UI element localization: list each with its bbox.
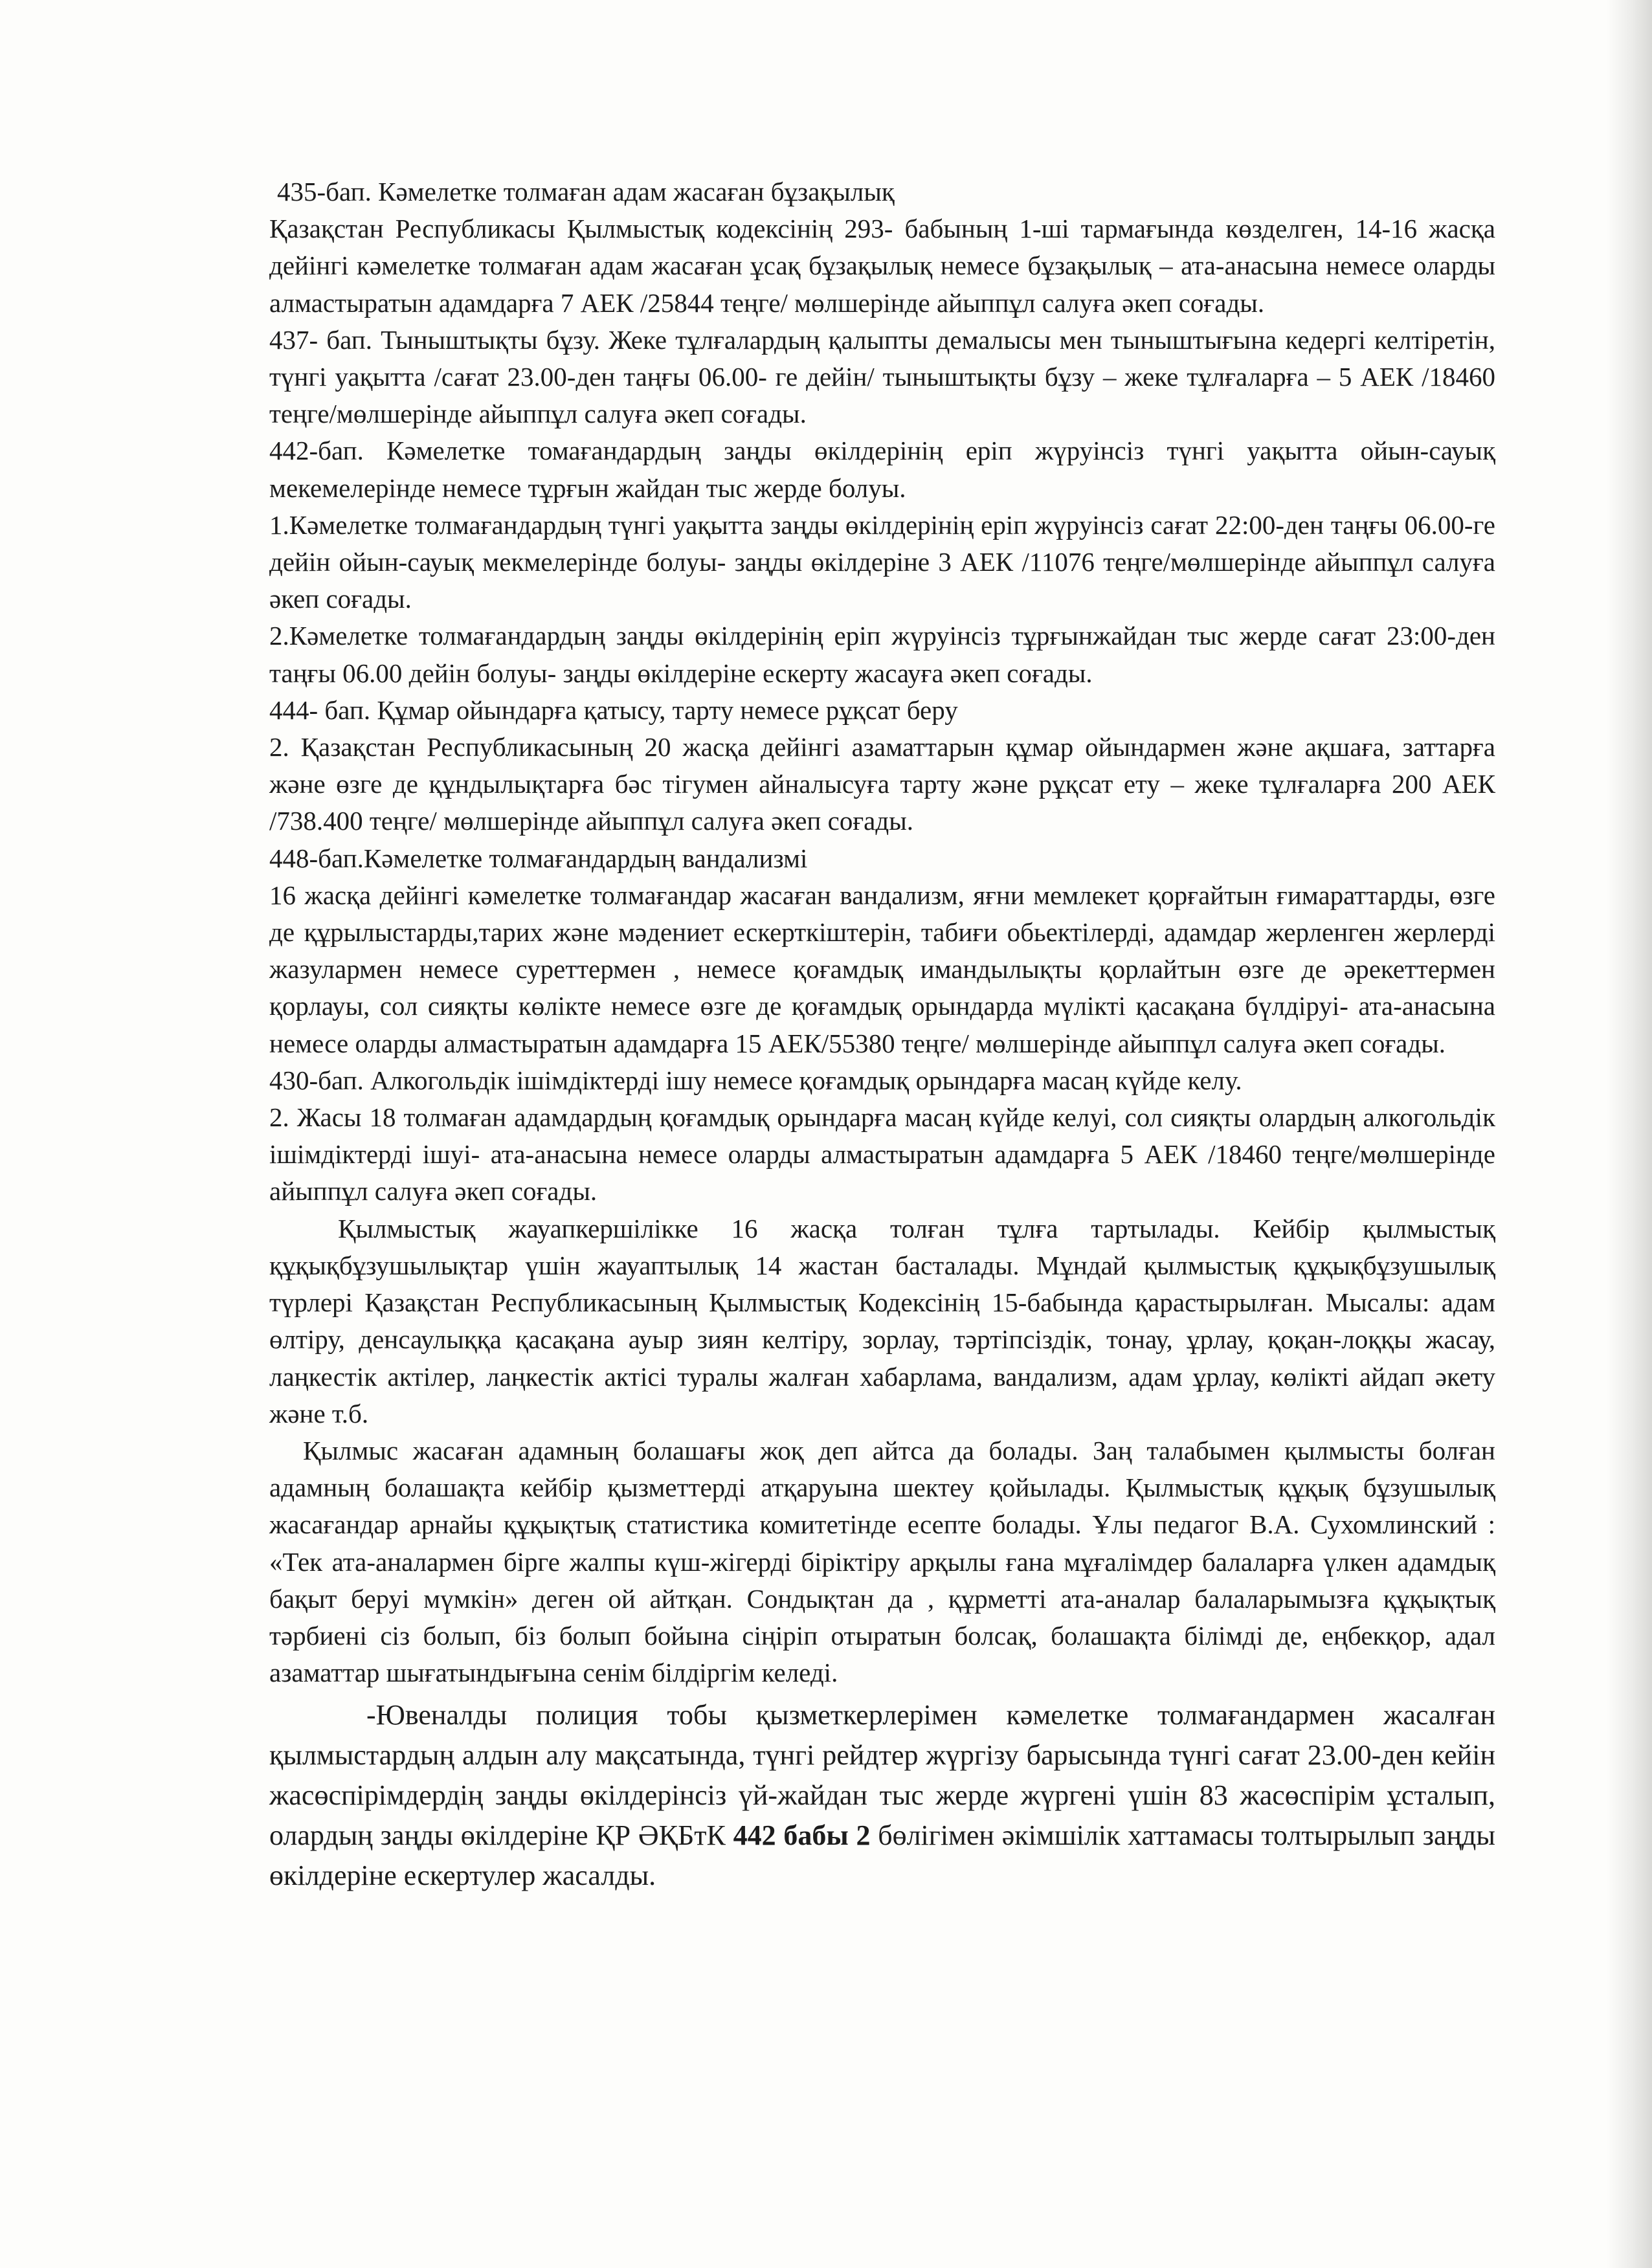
article-430-title: 430-бап. Алкогольдік ішімдіктерді ішу немесе қоғамдық орындарға масаң күйде келу. (269, 1065, 1242, 1095)
article-448-body: 16 жасқа дейінгі кәмелетке толмағандар жасаған вандализм, яғни мемлекет қорғайтын ғимараттарды, өзге де құрылыстарды,тарих және мәдениет ескерткіштерін, табиғи обьектілерді, адамдар жерленген жерлерді жазулармен немесе суреттермен , немесе қоғамдық имандылықты қорлайтын өзге де әрекеттермен қорлауы, сол сияқты көлікте немесе өзге де қоғамдық орындарда мүлікті қасақана бүлдіруі- ата-анасына немесе оларды алмастыратын адамдарға 15 АЕК/55380 теңге/ мөлшерінде айыппұл салуға әкеп соғады. (269, 880, 1495, 1058)
article-430-body: 2. Жасы 18 толмаған адамдардың қоғамдық орындарға масаң күйде келуі, сол сияқты олардың алкогольдік ішімдіктерді ішуі- ата-анасына немесе оларды алмастыратын адамдарға 5 АЕК /18460 теңге/мөлшерінде айыппұл салуға әкеп соғады. (269, 1102, 1495, 1206)
article-435-body: Қазақстан Республикасы Қылмыстық кодексінің 293- бабының 1-ші тармағында көзделген, 14-16 жасқа дейінгі кәмелетке толмаған адам жасаған ұсақ бұзақылық немесе бұзақылық – ата-анасына немесе оларды алмастыратын адамдарға 7 АЕК /25844 теңге/ мөлшерінде айыппұл салуға әкеп соғады. (269, 214, 1495, 318)
article-437-paragraph: 437- бап. Тыныштықты бұзу. Жеке тұлғалардың қалыпты демалысы мен тыныштығына кедергі келтіретін, түнгі уақытта /сағат 23.00-ден таңғы 06.00- ге дейін/ тыныштықты бұзу – жеке тұлғаларға – 5 АЕК /18460 теңге/мөлшерінде айыппұл салуға әкеп соғады. (269, 324, 1495, 429)
juvenile-police-text: -Ювеналды полиция тобы қызметкерлерімен кәмелетке толмағандармен жасалған қылмыстардың алдын алу мақсатында, түнгі рейдтер жүргізу барысында түнгі сағат 23.00-ден кейін жасөспірімдердің заңды өкілдерінсіз үй-жайдан тыс жерде жүргені үшін 83 жасөспірім ұсталып, олардың заңды өкілдеріне ҚР ӘҚБтК (269, 1699, 1495, 1852)
liability-paragraph: Қылмыстық жауапкершілікке 16 жасқа толған тұлға тартылады. Кейбір қылмыстық құқықбұзушылықтар үшін жауаптылық 14 жастан басталады. Мұндай қылмыстық құқықбұзушылық түрлері Қазақстан Республикасының Қылмыстық Кодексінің 15-бабында қарастырылған. Мысалы: адам өлтіру, денсаулыққа қасақана ауыр зиян келтіру, зорлау, тәртіпсіздік, тонау, ұрлау, қоқан-лоққы жасау, лаңкестік актілер, лаңкестік актісі туралы жалған хабарлама, вандализм, адам ұрлау, көлікті айдап әкету және т.б. (269, 1213, 1495, 1429)
article-444-body: 2. Қазақстан Республикасының 20 жасқа дейінгі азаматтарын құмар ойындармен және ақшаға, заттарға және өзге де құндылықтарға бәс тігумен айналысуға тарту және рұқсат ету – жеке тұлғаларға 200 АЕК /738.400 теңге/ мөлшерінде айыппұл салуға әкеп соғады. (269, 732, 1495, 836)
article-448-title: 448-бап.Кәмелетке толмағандардың вандализмі (269, 843, 808, 873)
scan-edge-shadow (1607, 0, 1652, 2268)
document-page (269, 173, 1495, 1896)
article-442-clause-2: 2.Кәмелетке толмағандардың заңды өкілдерінің еріп жүруінсіз тұрғынжайдан тыс жерде сағат 23:00-ден таңғы 06.00 дейін болуы- заңды өкілдеріне ескерту жасауға әкеп соғады. (269, 621, 1495, 688)
article-435-title: 435-бап. Кәмелетке толмаған адам жасаған бұзақылық (277, 177, 895, 206)
article-442-title: 442-бап. Кәмелетке томағандардың заңды өкілдерінің еріп жүруінсіз түнгі уақытта ойын-сауық мекемелерінде немесе тұрғын жайдан тыс жерде болуы. (269, 436, 1495, 503)
juvenile-police-text-end: бөлігімен әкімшілік хаттамасы толтырылып заңды өкілдеріне ескертулер жасалды. (269, 1819, 1495, 1892)
article-444-title: 444- бап. Құмар ойындарға қатысу, тарту немесе рұқсат беру (269, 695, 958, 725)
juvenile-police-paragraph (269, 1695, 1495, 1896)
article-442-clause-1: 1.Кәмелетке толмағандардың түнгі уақытта заңды өкілдерінің еріп жүруінсіз сағат 22:00-ден таңғы 06.00-ге дейін ойын-сауық мекмелерінде болуы- заңды өкілдеріне 3 АЕК /11076 теңге/мөлшерінде айыппұл салуға әкеп соғады. (269, 509, 1495, 614)
future-paragraph: Қылмыс жасаған адамның болашағы жоқ деп айтса да болады. Заң талабымен қылмысты болған адамның болашақта кейбір қызметтерді атқаруына шектеу қойылады. Қылмыстық құқық бұзушылық жасағандар арнайы құқықтық статистика комитетінде есепте болады. Ұлы педагог В.А. Сухомлинский : «Тек ата-аналармен бірге жалпы күш-жігерді біріктіру арқылы ғана мұғалімдер балаларға үлкен адамдық бақыт беруі мүмкін» деген ой айтқан. Сондықтан да , құрметті ата-аналар балаларымызға құқықтық тәрбиені сіз болып, біз болып бойына сіңіріп отыратын болсақ, болашақта білімді де, еңбекқор, адал азаматтар шығатындығына сенім білдіргім келеді. (269, 1435, 1495, 1688)
article-reference-bold: 442 бабы 2 (733, 1819, 871, 1852)
